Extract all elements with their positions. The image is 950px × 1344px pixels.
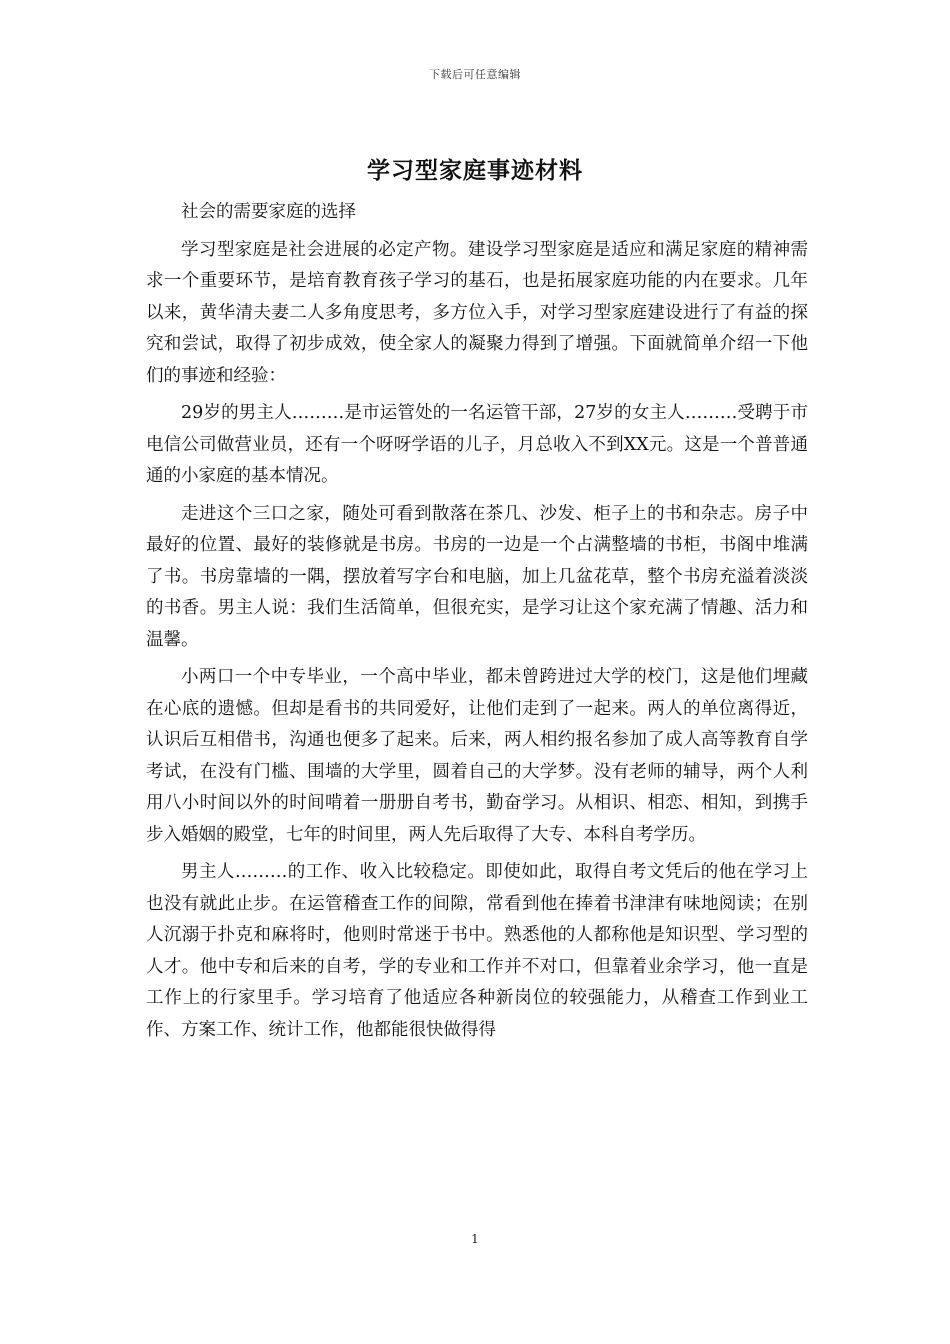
- paragraph-1: 学习型家庭是社会进展的必定产物。建设学习型家庭是适应和满足家庭的精神需求一个重要环节，是培育教育孩子学习的基石，也是拓展家庭功能的内在要求。几年以来，黄华清夫妻二人多角度思考，多方位入手，对学习型家庭建设进行了有益的探究和尝试，取得了初步成效，使全家人的凝聚力得到了增强。下面就简单介绍一下他们的事迹和经验：: [146, 239, 808, 386]
- paragraph-4: 小两口一个中专毕业，一个高中毕业，都未曾跨进过大学的校门，这是他们埋藏在心底的遗憾。但却是看书的共同爱好，让他们走到了一起来。两人的单位离得近，认识后互相借书，沟通也便多了起来。后来，两人相约报名参加了成人高等教育自学考试，在没有门槛、围墙的大学里，圆着自己的大学梦。没有老师的辅导，两个人利用八小时间以外的时间啃着一册册自考书，勤奋学习。从相识、相恋、相知，到携手步入婚姻的殿堂，七年的时间里，两人先后取得了大专、本科自考学历。: [146, 667, 808, 845]
- document-body: [146, 197, 808, 1046]
- document-subtitle: 社会的需要家庭的选择: [181, 202, 356, 222]
- header-note: 下载后可任意编辑: [429, 68, 521, 81]
- page-number: 1: [471, 1232, 479, 1246]
- document-title: 学习型家庭事迹材料: [367, 157, 583, 184]
- paragraph-3: 走进这个三口之家，随处可看到散落在茶几、沙发、柜子上的书和杂志。房子中最好的位置、最好的装修就是书房。书房的一边是一个占满整墙的书柜，书阁中堆满了书。书房靠墙的一隅，摆放着写字台和电脑，加上几盆花草，整个书房充溢着淡淡的书香。男主人说：我们生活简单，但很充实，是学习让这个家充满了情趣、活力和温馨。: [146, 503, 808, 650]
- paragraph-2: 29岁的男主人………是市运管处的一名运管干部，27岁的女主人………受聘于市电信公司做营业员，还有一个呀呀学语的儿子，月总收入不到XX元。这是一个普普通通的小家庭的基本情况。: [146, 403, 808, 486]
- paragraph-5: 男主人………的工作、收入比较稳定。即使如此，取得自考文凭后的他在学习上也没有就此止步。在运管稽查工作的间隙，常看到他在捧着书津津有味地阅读；在别人沉溺于扑克和麻将时，他则时常迷于书中。熟悉他的人都称他是知识型、学习型的人才。他中专和后来的自考，学的专业和工作并不对口，但靠着业余学习，他一直是工作上的行家里手。学习培育了他适应各种新岗位的较强能力，从稽查工作到业工作、方案工作、统计工作，他都能很快做得得: [146, 862, 808, 1040]
